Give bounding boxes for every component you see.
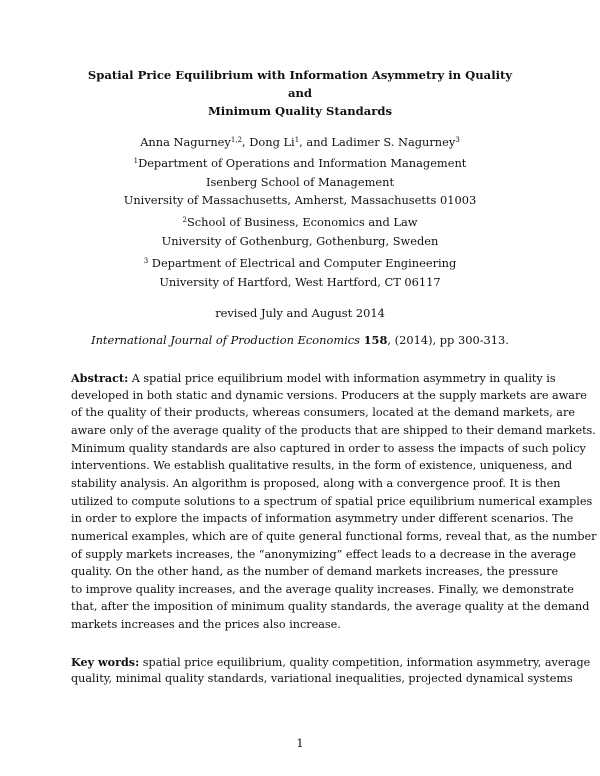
author-affiliation-mark: 1,2 (230, 136, 242, 144)
affiliation-text: School of Business, Economics and Law (186, 215, 418, 229)
author-name: , Dong Li (242, 135, 295, 149)
journal-volume: 158 (363, 333, 388, 347)
author-name: , and Ladimer S. Nagurney (299, 135, 456, 149)
abstract-line: stability analysis. An algorithm is proposed, along with a convergence proof. It is then (71, 477, 561, 490)
page-number: 1 (296, 736, 304, 750)
paper-title-line-3: Minimum Quality Standards (207, 104, 393, 118)
keywords-line: quality, minimal quality standards, variational inequalities, projected dynamical systems (71, 672, 573, 685)
affiliation-3-line-2: University of Hartford, West Hartford, CT 06117 (159, 275, 441, 289)
affiliation-3-line-1 (0, 256, 600, 270)
abstract-line: utilized to compute solutions to a spectrum of spatial price equilibrium numerical examples (71, 495, 593, 508)
author-affiliation-mark: 3 (455, 136, 460, 144)
keywords-label: Key words: (71, 655, 140, 669)
abstract-line: to improve quality increases, and the average quality increases. Finally, we demonstrate (71, 583, 574, 596)
abstract-line: in order to explore the impacts of information asymmetry under different scenarios. The (71, 512, 574, 525)
abstract-line: of the quality of their products, whereas consumers, located at the demand markets, are (71, 406, 575, 419)
affiliation-text: Department of Operations and Information Management (138, 156, 467, 170)
abstract-label: Abstract: (71, 371, 129, 385)
affiliation-1-line-3: University of Massachusetts, Amherst, Massachusetts 01003 (123, 193, 477, 207)
keywords-line (71, 655, 591, 669)
abstract-line: Minimum quality standards are also captured in order to assess the impacts of such policy (71, 442, 586, 455)
paper-title-line-2: and (287, 86, 313, 100)
abstract-line: of supply markets increases, the “anonymizing” effect leads to a decrease in the average (71, 548, 576, 561)
author-affiliation-mark: 1 (294, 136, 300, 144)
journal-citation (0, 333, 600, 347)
affiliation-2-line-2: University of Gothenburg, Gothenburg, Sweden (161, 234, 439, 248)
affiliation-2-line-1 (0, 215, 600, 229)
affiliation-mark: 3 (143, 257, 149, 265)
abstract-line: interventions. We establish qualitative results, in the form of existence, uniqueness, and (71, 459, 573, 472)
affiliation-1-line-1 (0, 156, 600, 170)
abstract-line (71, 371, 556, 385)
keywords-text: spatial price equilibrium, quality competition, information asymmetry, average (139, 656, 591, 669)
author-name: Anna Nagurney (140, 135, 231, 149)
affiliation-mark: 2 (182, 216, 187, 224)
abstract-text: A spatial price equilibrium model with information asymmetry in quality is (128, 372, 556, 385)
paper-title-line-1: Spatial Price Equilibrium with Information Asymmetry in Quality (87, 68, 513, 82)
affiliation-text: Department of Electrical and Computer Engineering (148, 256, 457, 270)
abstract-line: quality. On the other hand, as the number of demand markets increases, the pressure (71, 565, 559, 578)
abstract-line: developed in both static and dynamic versions. Producers at the supply markets are aware (71, 389, 587, 402)
author-list (0, 135, 600, 149)
abstract-line: markets increases and the prices also increase. (71, 618, 341, 631)
abstract-line: numerical examples, which are of quite general functional forms, reveal that, as the number (71, 530, 597, 543)
affiliation-1-line-2: Isenberg School of Management (205, 175, 395, 189)
revision-date: revised July and August 2014 (215, 306, 385, 320)
journal-details: , (2014), pp 300-313. (387, 333, 509, 347)
journal-name: International Journal of Production Economics (91, 333, 360, 347)
abstract-line: aware only of the average quality of the products that are shipped to their demand markets. (71, 424, 596, 437)
affiliation-mark: 1 (133, 157, 139, 165)
abstract-line: that, after the imposition of minimum quality standards, the average quality at the demand (71, 600, 590, 613)
